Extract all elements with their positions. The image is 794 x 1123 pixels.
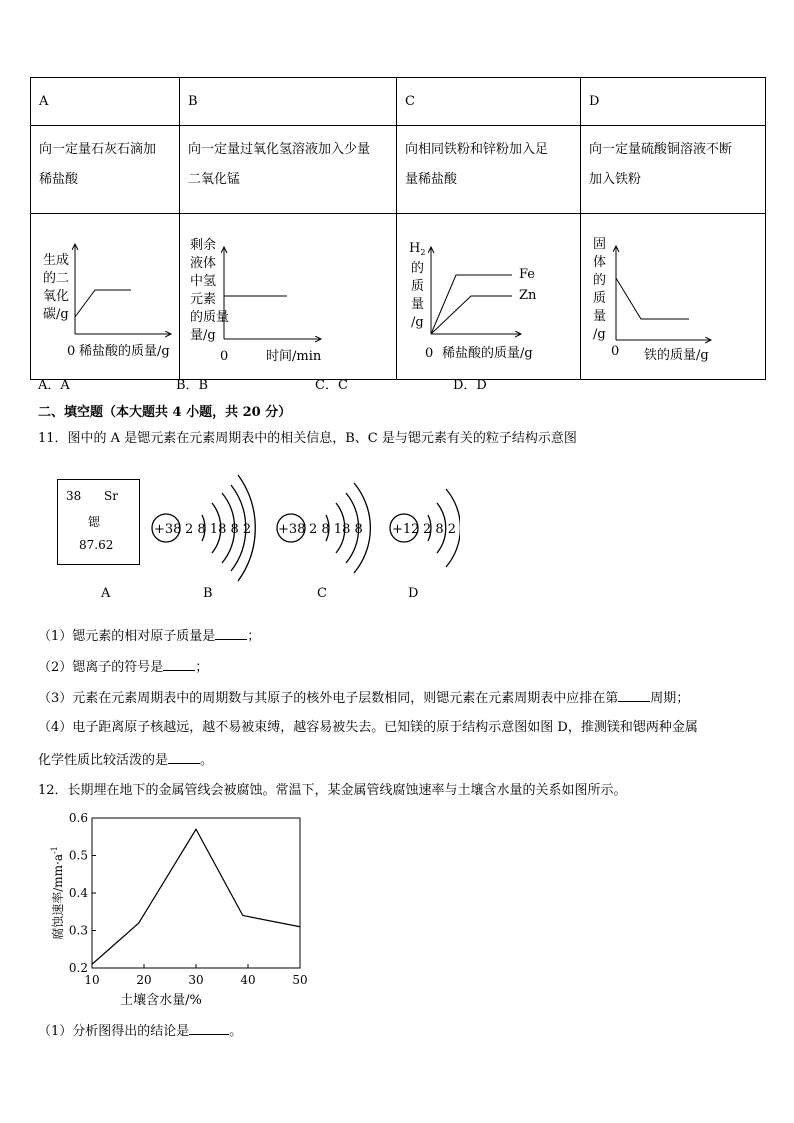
graph-d-ylabel-5: 量 bbox=[593, 309, 607, 324]
graph-d-xlabel: 铁的质量/g bbox=[644, 348, 709, 363]
graph-b-xlabel: 时间/min bbox=[266, 349, 322, 364]
atom-d-shells: 2 8 2 bbox=[423, 522, 457, 537]
q11-sub2-blank[interactable] bbox=[163, 656, 195, 671]
graph-c-xlabel: 稀盐酸的质量/g bbox=[442, 346, 533, 361]
q11-sub4-line2: 化学性质比较活泼的是 。 bbox=[38, 749, 213, 771]
chart-xlabel: 土壤含水量/% bbox=[120, 993, 202, 1008]
graph-d bbox=[581, 214, 766, 375]
q11-sub3: （3）元素在元素周期表中的周期数与其原子的核外电子层数相同，则锶元素在元素周期表中应排在第 周期； bbox=[38, 687, 689, 709]
graph-c-curve-fe bbox=[431, 275, 512, 334]
label-a: A bbox=[101, 586, 111, 601]
graph-b-origin: 0 bbox=[220, 349, 229, 364]
desc-d: 向一定量硫酸铜溶液不断 加入铁粉 bbox=[581, 126, 766, 214]
corrosion-chart bbox=[40, 808, 320, 1008]
chart-frame bbox=[92, 818, 300, 968]
atom-d-nucleus: +12 bbox=[392, 522, 420, 537]
graph-a-ylabel-2: 的二 bbox=[43, 271, 70, 286]
q12-stem: 12．长期埋在地下的金属管线会被腐蚀。常温下，某金属管线腐蚀速率与土壤含水量的关系如图所示。 bbox=[38, 783, 627, 798]
q11-sub2: （2）锶离子的符号是 ； bbox=[38, 656, 208, 678]
atom-c-nucleus: +38 bbox=[278, 522, 306, 537]
graph-d-curve bbox=[616, 278, 689, 319]
label-b: B bbox=[203, 586, 213, 601]
graph-b-ylabel-5: 的质量 bbox=[190, 310, 230, 325]
graph-c bbox=[397, 214, 581, 375]
graph-d-ylabel-4: 质 bbox=[593, 291, 607, 306]
graph-d-ylabel-1: 固 bbox=[593, 237, 607, 252]
graph-c-legend-fe: Fe bbox=[519, 267, 536, 282]
element-mass: 87.62 bbox=[79, 538, 114, 552]
desc-a: 向一定量石灰石滴加 稀盐酸 bbox=[31, 126, 180, 214]
graph-d-ylabel-2: 体 bbox=[593, 255, 607, 270]
q12-sub1: （1）分析图得出的结论是 。 bbox=[38, 1020, 242, 1042]
header-b: B bbox=[180, 78, 397, 126]
element-symbol: Sr bbox=[104, 489, 118, 503]
graph-cell-c bbox=[397, 214, 581, 380]
option-b: B．B bbox=[176, 378, 209, 393]
graph-d-ylabel-6: /g bbox=[593, 327, 606, 342]
graph-a-curve bbox=[75, 290, 131, 317]
graph-a-ylabel-3: 氧化 bbox=[43, 289, 70, 304]
graph-b-ylabel-3: 中氢 bbox=[190, 274, 217, 289]
chart-ytick-label: 0.6 bbox=[68, 811, 88, 825]
chart-ytick-label: 0.2 bbox=[68, 961, 88, 975]
element-name: 锶 bbox=[88, 515, 101, 529]
chart-ytick-label: 0.5 bbox=[68, 848, 88, 863]
graph-c-ylabel-h: $H_2$ bbox=[409, 241, 426, 257]
graph-b bbox=[180, 214, 397, 375]
q11-stem: 11．图中的 A 是锶元素在元素周期表中的相关信息，B、C 是与锶元素有关的粒子结构示意图 bbox=[38, 431, 577, 446]
q12-sub1-blank[interactable] bbox=[189, 1020, 229, 1035]
graph-d-ylabel-3: 的 bbox=[593, 273, 607, 288]
option-a: A．A bbox=[38, 378, 70, 393]
graph-d-origin: 0 bbox=[611, 344, 620, 359]
chart-ylabel: 腐蚀速率$/mm\cdot a^{-1}$ bbox=[50, 846, 65, 940]
q11-sub1: （1）锶元素的相对原子质量是 ； bbox=[38, 625, 260, 647]
element-card bbox=[57, 479, 140, 565]
graph-c-ylabel-4: /g bbox=[411, 315, 424, 330]
graph-cell-a bbox=[31, 214, 180, 380]
option-d: D．D bbox=[453, 378, 487, 393]
chart-ytick-label: 0.3 bbox=[68, 923, 88, 938]
graph-b-ylabel-6: 量/g bbox=[190, 328, 216, 343]
header-a: A bbox=[31, 78, 180, 126]
graph-c-ylabel-3: 量 bbox=[411, 297, 425, 312]
graph-b-ylabel-2: 液体 bbox=[190, 256, 217, 271]
graph-c-origin: 0 bbox=[425, 346, 434, 361]
atom-diagrams bbox=[140, 465, 460, 585]
header-c: C bbox=[397, 78, 581, 126]
atom-c-shells: 2 8 18 8 bbox=[309, 522, 363, 537]
graph-b-ylabel-1: 剩余 bbox=[190, 238, 217, 253]
graph-cell-b bbox=[180, 214, 397, 380]
label-c: C bbox=[317, 586, 327, 601]
desc-c: 向相同铁粉和锌粉加入足 量稀盐酸 bbox=[397, 126, 581, 214]
chart-xtick-label: 40 bbox=[240, 973, 256, 987]
element-number: 38 bbox=[66, 489, 82, 503]
desc-b: 向一定量过氧化氢溶液加入少量 二氧化锰 bbox=[180, 126, 397, 214]
label-d: D bbox=[408, 586, 419, 601]
graph-a bbox=[31, 214, 180, 375]
q11-sub1-blank[interactable] bbox=[215, 625, 247, 640]
q11-sub4-line1: （4）电子距离原子核越远，越不易被束缚，越容易被失去。已知镁的原于结构示意图如图 D，推测镁和锶两种金属 bbox=[38, 720, 698, 735]
chart-xtick-label: 30 bbox=[188, 973, 204, 987]
section-title: 二、填空题（本大题共 4 小题，共 20 分） bbox=[38, 405, 292, 420]
graph-a-ylabel-4: 碳/g bbox=[43, 307, 69, 322]
chart-series-line bbox=[92, 829, 300, 964]
atom-b-nucleus: +38 bbox=[154, 522, 182, 537]
graph-a-origin: 0 bbox=[67, 344, 76, 359]
question-table bbox=[30, 77, 766, 380]
header-d: D bbox=[581, 78, 766, 126]
chart-xtick-label: 50 bbox=[292, 973, 308, 987]
option-c: C．C bbox=[315, 378, 348, 393]
graph-a-xlabel: 稀盐酸的质量/g bbox=[79, 344, 170, 359]
graph-cell-d bbox=[581, 214, 766, 380]
graph-c-ylabel-1: 的 bbox=[411, 261, 425, 276]
graph-c-legend-zn: Zn bbox=[519, 288, 537, 303]
chart-xtick-label: 20 bbox=[136, 973, 152, 987]
graph-a-ylabel-1: 生成 bbox=[43, 253, 70, 268]
q11-sub3-blank[interactable] bbox=[618, 687, 650, 702]
graph-c-ylabel-2: 质 bbox=[411, 279, 425, 294]
graph-b-ylabel-4: 元素 bbox=[190, 292, 217, 307]
graph-c-curve-zn bbox=[431, 296, 512, 334]
atom-b-shells: 2 8 18 8 2 bbox=[185, 522, 252, 537]
chart-ytick-label: 0.4 bbox=[68, 886, 88, 900]
chart-xtick-label: 10 bbox=[84, 973, 100, 987]
q11-sub4-blank[interactable] bbox=[168, 749, 200, 764]
